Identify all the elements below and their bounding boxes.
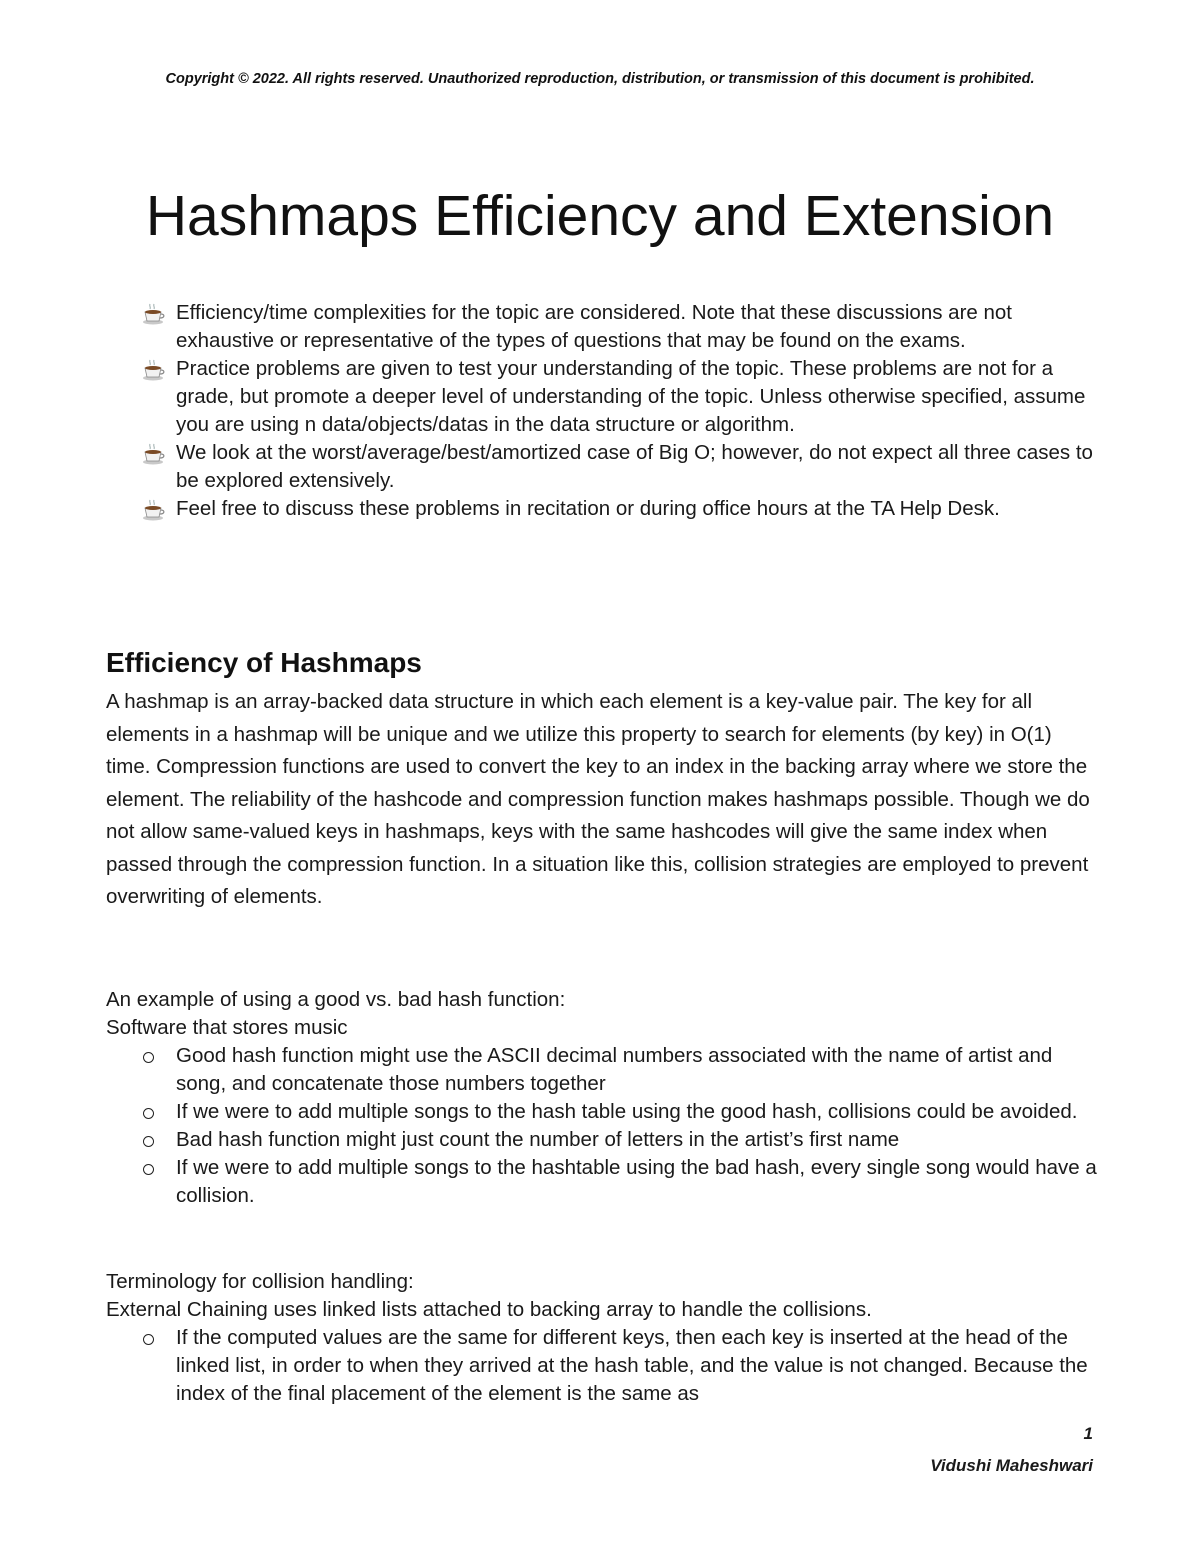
coffee-cup-icon: [142, 499, 166, 521]
section-paragraph: A hashmap is an array-backed data structure in which each element is a key-value pair. The key for all elements in a hashmap will be unique and we utilize this property to search for elements (by key) in O(1) time. Compression functions are used to convert the key to an index in the backing array where we store the element. The reliability of the hashcode and compression function makes hashmaps possible. Though we do not allow same-valued keys in hashmaps, keys with the same hashcodes will give the same index when passed through the compression function. In a situation like this, collision strategies are employed to prevent overwriting of elements.: [106, 690, 1090, 908]
intro-bullet-list: [176, 299, 1096, 523]
page-number: 1: [1083, 1424, 1093, 1443]
terminology-list: [176, 1324, 1101, 1408]
example-intro: An example of using a good vs. bad hash function:: [106, 988, 566, 1011]
intro-bullet: Efficiency/time complexities for the topic are considered. Note that these discussions are not exhaustive or representative of the types of questions that may be found on the exams.: [176, 299, 1096, 355]
author-name: Vidushi Maheshwari: [930, 1456, 1093, 1475]
copyright-notice: Copyright © 2022. All rights reserved. Unauthorized reproduction, distribution, or transmission of this document is prohibited.: [165, 71, 1035, 87]
circle-bullet-icon: [143, 1136, 154, 1147]
section-heading: Efficiency of Hashmaps: [106, 647, 422, 678]
list-item: If we were to add multiple songs to the hashtable using the bad hash, every single song would have a collision.: [176, 1154, 1101, 1210]
terminology-context: External Chaining uses linked lists attached to backing array to handle the collisions.: [106, 1298, 872, 1321]
intro-bullet: Feel free to discuss these problems in recitation or during office hours at the TA Help Desk.: [176, 495, 1096, 523]
intro-bullet: We look at the worst/average/best/amortized case of Big O; however, do not expect all three cases to be explored extensively.: [176, 439, 1096, 495]
example-list: [176, 1042, 1101, 1210]
list-item: Good hash function might use the ASCII decimal numbers associated with the name of artist and song, and concatenate those numbers together: [176, 1042, 1101, 1098]
page-title: Hashmaps Efficiency and Extension: [145, 184, 1055, 248]
list-item: If we were to add multiple songs to the hash table using the good hash, collisions could be avoided.: [176, 1098, 1101, 1126]
intro-bullet: Practice problems are given to test your understanding of the topic. These problems are not for a grade, but promote a deeper level of understanding of the topic. Unless otherwise specified, assume you are using n data/objects/datas in the data structure or algorithm.: [176, 355, 1096, 439]
list-item: Bad hash function might just count the number of letters in the artist’s first name: [176, 1126, 1101, 1154]
list-item: If the computed values are the same for different keys, then each key is inserted at the head of the linked list, in order to when they arrived at the hash table, and the value is not changed. Because the index of the final placement of the element is the same as: [176, 1324, 1101, 1408]
circle-bullet-icon: [143, 1334, 154, 1345]
terminology-intro: Terminology for collision handling:: [106, 1270, 414, 1293]
coffee-cup-icon: [142, 359, 166, 381]
circle-bullet-icon: [143, 1108, 154, 1119]
circle-bullet-icon: [143, 1052, 154, 1063]
example-context: Software that stores music: [106, 1016, 348, 1039]
circle-bullet-icon: [143, 1164, 154, 1175]
coffee-cup-icon: [142, 443, 166, 465]
coffee-cup-icon: [142, 303, 166, 325]
